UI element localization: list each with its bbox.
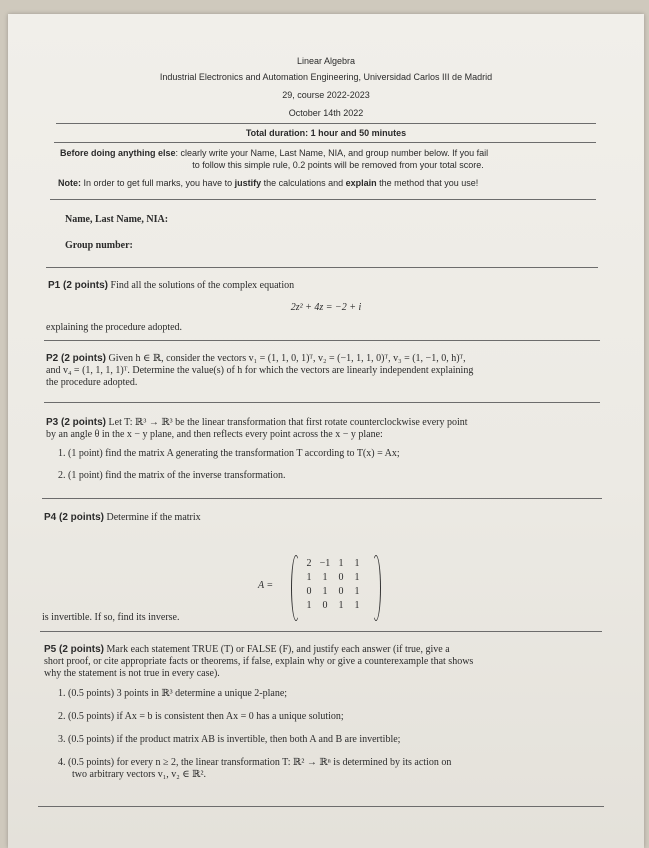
p5-line2: short proof, or cite appropriate facts or theorems, if false, explain why or give a counterexample that shows [44, 656, 474, 667]
p5-item-4-line2: two arbitrary vectors v₁, v₂ ∈ ℝ². [72, 769, 206, 780]
divider [46, 267, 598, 268]
note-explain: explain [345, 178, 377, 188]
divider [44, 340, 600, 341]
p5-item-1: 1. (0.5 points) 3 points in ℝ³ determine a unique 2-plane; [58, 688, 288, 699]
p1-statement [48, 280, 608, 292]
matrix-cell: −1 [319, 558, 331, 569]
matrix-label: A = [258, 580, 274, 591]
matrix-a [291, 555, 381, 619]
divider [54, 142, 596, 143]
matrix-cell: 1 [338, 558, 344, 569]
exam-date: October 14th 2022 [288, 108, 364, 118]
matrix-right-bracket [371, 555, 381, 621]
p5-item-2: 2. (0.5 points) if Ax = b is consistent then Ax = 0 has a unique solution; [58, 711, 344, 722]
course-year: 29, course 2022-2023 [282, 90, 370, 100]
group-field-label: Group number: [65, 240, 133, 251]
before-text: : clearly write your Name, Last Name, NIA, and group number below. If you fail [175, 148, 489, 158]
p1-title: P1 (2 points) [48, 280, 109, 291]
p3-line1 [46, 417, 630, 429]
matrix-cell: 0 [338, 586, 344, 597]
p3-item-2: 2. (1 point) find the matrix of the inverse transformation. [58, 470, 286, 481]
note-text: the method that you use! [376, 178, 479, 188]
p3-title: P3 (2 points) [46, 417, 107, 428]
p2-title: P2 (2 points) [46, 353, 107, 364]
duration-line: Total duration: 1 hour and 50 minutes [245, 128, 407, 138]
p5-title: P5 (2 points) [44, 644, 105, 655]
matrix-cell: 1 [338, 600, 344, 611]
name-field-label: Name, Last Name, NIA: [65, 214, 169, 225]
p3-item-1: 1. (1 point) find the matrix A generating the transformation T according to T(x) = Ax; [58, 448, 400, 459]
course-title: Linear Algebra [296, 56, 356, 66]
p2-line3: the procedure adopted. [46, 377, 138, 388]
p2-line2: and v₄ = (1, 1, 1, 1)ᵀ. Determine the value(s) of h for which the vectors are linearly independent explaining [46, 365, 474, 376]
divider [38, 806, 604, 807]
instruction-before [60, 148, 620, 158]
matrix-grid [301, 557, 365, 613]
divider [42, 498, 602, 499]
matrix-cell: 0 [306, 586, 312, 597]
divider [44, 402, 600, 403]
p5-line3: why the statement is not true in every case). [44, 668, 220, 679]
p5-item-3: 3. (0.5 points) if the product matrix AB is invertible, then both A and B are invertible; [58, 734, 401, 745]
p5-text: Mark each statement TRUE (T) or FALSE (F), and justify each answer (if true, give a [106, 644, 450, 655]
matrix-left-bracket [291, 555, 301, 621]
matrix-cell: 1 [354, 572, 360, 583]
divider [56, 123, 596, 124]
p2-text: Given h ∈ ℝ, consider the vectors v₁ = (1, 1, 0, 1)ᵀ, v₂ = (−1, 1, 1, 0)ᵀ, v₃ = (1, −1, 0, h)ᵀ, [108, 353, 466, 364]
matrix-cell: 1 [354, 558, 360, 569]
before-label: Before doing anything else [60, 148, 176, 158]
matrix-cell: 1 [322, 572, 328, 583]
program-line: Industrial Electronics and Automation Engineering, Universidad Carlos III de Madrid [159, 72, 493, 82]
matrix-cell: 0 [322, 600, 328, 611]
p1-equation: 2z² + 4z = −2 + i [290, 302, 362, 313]
matrix-cell: 1 [306, 600, 312, 611]
matrix-cell: 1 [354, 600, 360, 611]
note-text: the calculations and [261, 178, 346, 188]
note-label: Note: [58, 178, 81, 188]
matrix-cell: 0 [338, 572, 344, 583]
matrix-cell: 1 [354, 586, 360, 597]
p4-title: P4 (2 points) [44, 512, 105, 523]
instruction-note [58, 178, 628, 188]
divider [40, 631, 602, 632]
note-justify: justify [234, 178, 262, 188]
p5-item-4: 4. (0.5 points) for every n ≥ 2, the linear transformation T: ℝ² → ℝⁿ is determined by its action on [58, 757, 452, 768]
p5-line1 [44, 644, 630, 656]
p3-line2: by an angle θ in the x − y plane, and then reflects every point across the x − y plane: [46, 429, 383, 440]
matrix-cell: 1 [322, 586, 328, 597]
p1-text: Find all the solutions of the complex equation [110, 280, 295, 291]
p4-text: Determine if the matrix [106, 512, 201, 523]
matrix-cell: 1 [306, 572, 312, 583]
p4-after: is invertible. If so, find its inverse. [42, 612, 180, 623]
p1-after: explaining the procedure adopted. [46, 322, 183, 333]
exam-paper [8, 14, 644, 848]
p4-statement [44, 512, 201, 524]
p3-text: Let T: ℝ³ → ℝ³ be the linear transformation that first rotate counterclockwise every point [108, 417, 468, 428]
note-text: In order to get full marks, you have to [81, 178, 235, 188]
instruction-before-line2: to follow this simple rule, 0.2 points will be removed from your total score. [192, 160, 484, 170]
matrix-cell: 2 [306, 558, 312, 569]
p2-line1 [46, 353, 626, 365]
divider [50, 199, 596, 200]
